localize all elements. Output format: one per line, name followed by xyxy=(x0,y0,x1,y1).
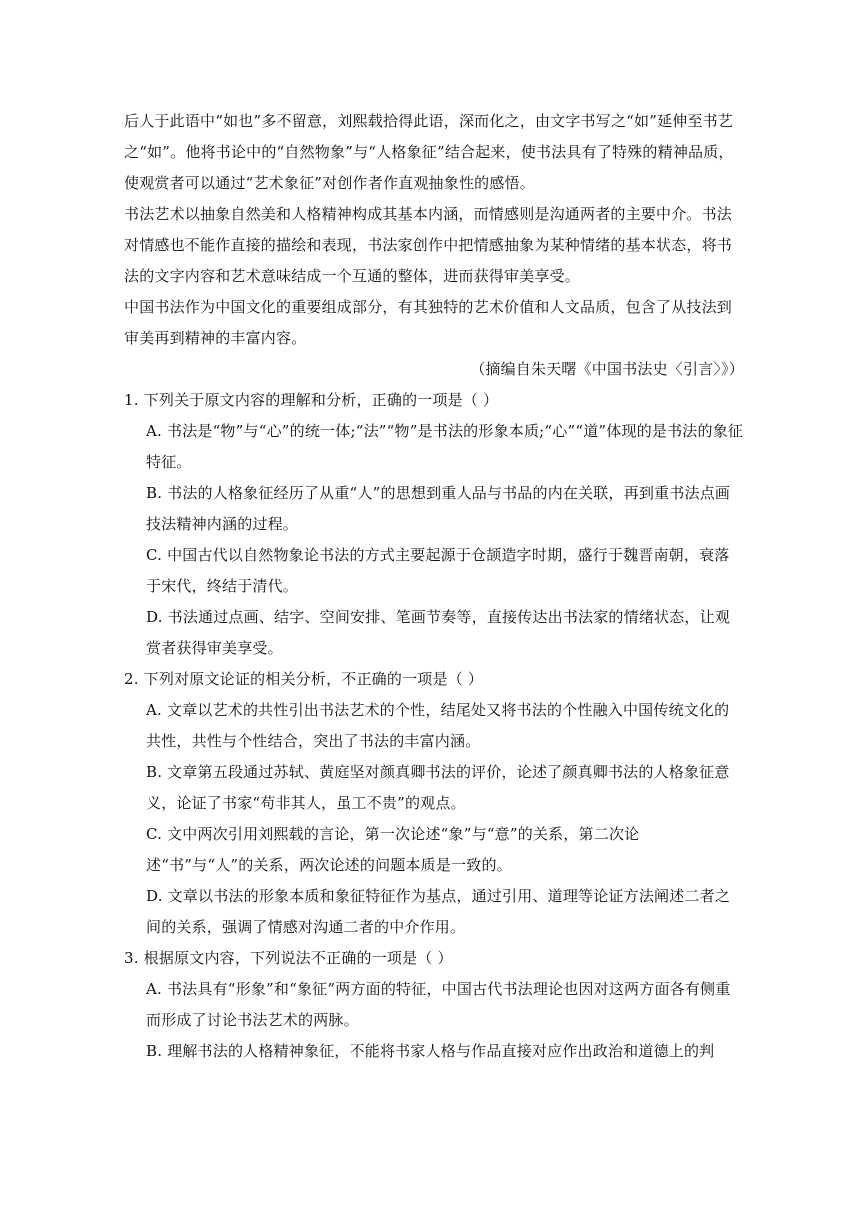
option-a: A. 文章以艺术的共性引出书法艺术的个性，结尾处又将书法的个性融入中国传统文化的共性，共性与个性结合，突出了书法的丰富内涵。 xyxy=(146,701,730,750)
question-2 xyxy=(124,664,744,943)
option-d: D. 书法通过点画、结字、空间安排、笔画节奏等，直接传达出书法家的情绪状态，让观赏者获得审美享受。 xyxy=(146,608,731,657)
document-body xyxy=(124,106,744,1067)
option-a: A. 书法具有“形象”和“象征”两方面的特征，中国古代书法理论也因对这两方面各有侧重而形成了讨论书法艺术的两脉。 xyxy=(146,980,731,1029)
option-a: A. 书法是“物”与“心”的统一体;“法”“物”是书法的形象本质;“心”“道”体现的是书法的象征特征。 xyxy=(146,422,744,471)
source-attribution: （摘编自朱天曙《中国书法史〈引言〉》） xyxy=(470,360,744,378)
option-b: B. 理解书法的人格精神象征，不能将书家人格与作品直接对应作出政治和道德上的判 xyxy=(146,1042,715,1060)
body-paragraph-2: 书法艺术以抽象自然美和人格精神构成其基本内涵，而情感则是沟通两者的主要中介。书法对情感也不能作直接的描绘和表现，书法家创作中把情感抽象为某种情绪的基本状态，将书法的文字内容和艺术意味结成一个互通的整体，进而获得审美享受。 xyxy=(124,205,733,285)
body-paragraph-1: 后人于此语中“如也”多不留意，刘熙载拾得此语，深而化之，由文字书写之“如”延伸至书艺之“如”。他将书论中的“自然物象”与“人格象征”结合起来，使书法具有了特殊的精神品质，使观赏者可以通过“艺术象征”对创作者作直观抽象性的感悟。 xyxy=(124,112,734,192)
question-3 xyxy=(124,943,744,1067)
option-c: C. 中国古代以自然物象论书法的方式主要起源于仓颉造字时期，盛行于魏晋南朝，衰落于宋代，终结于清代。 xyxy=(146,546,730,595)
option-b: B. 书法的人格象征经历了从重“人”的思想到重人品与书品的内在关联，再到重书法点画技法精神内涵的过程。 xyxy=(146,484,731,533)
question-1 xyxy=(124,385,744,664)
option-d: D. 文章以书法的形象本质和象征特征作为基点，通过引用、道理等论证方法阐述二者之间的关系，强调了情感对沟通二者的中介作用。 xyxy=(146,887,731,936)
option-c: C. 文中两次引用刘熙载的言论，第一次论述“象”与“意”的关系，第二次论述“书”与“人”的关系，两次论述的问题本质是一致的。 xyxy=(146,825,640,874)
question-stem: 3. 根据原文内容，下列说法不正确的一项是（ ） xyxy=(124,949,453,967)
body-paragraph-3: 中国书法作为中国文化的重要组成部分，有其独特的艺术价值和人文品质，包含了从技法到审美再到精神的丰富内容。 xyxy=(124,298,733,347)
question-stem: 1. 下列关于原文内容的理解和分析，正确的一项是（ ） xyxy=(124,391,499,409)
question-stem: 2. 下列对原文论证的相关分析，不正确的一项是（ ） xyxy=(124,670,484,688)
option-b: B. 文章第五段通过苏轼、黄庭坚对颜真卿书法的评价，论述了颜真卿书法的人格象征意义，论证了书家“苟非其人，虽工不贵”的观点。 xyxy=(146,763,730,812)
